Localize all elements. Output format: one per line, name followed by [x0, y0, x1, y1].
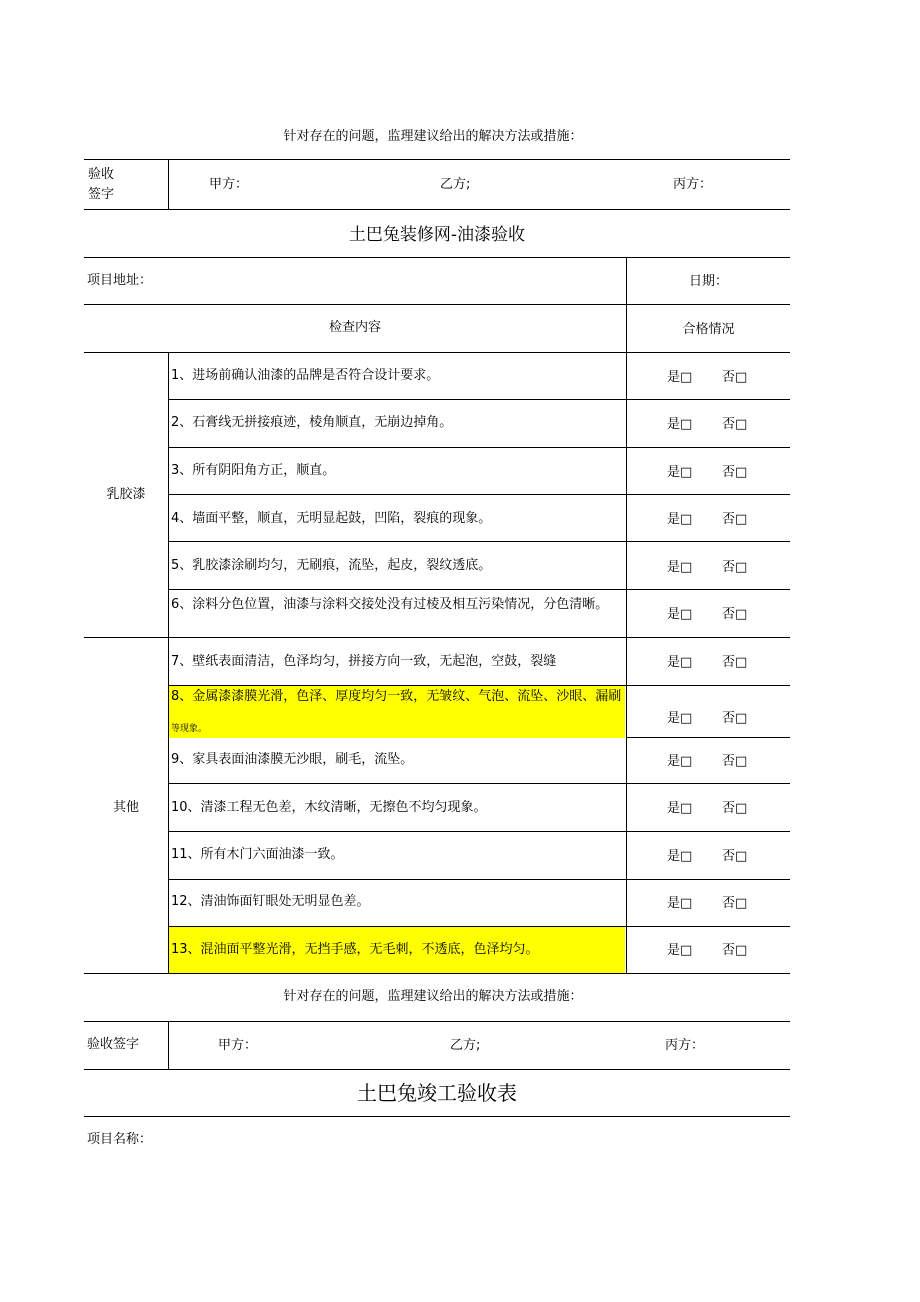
no-checkbox-13[interactable]: 否□: [722, 943, 748, 958]
check-item-2: 2、石膏线无拼接痕迹，棱角顺直，无崩边掉角。: [171, 415, 453, 430]
yes-checkbox-5[interactable]: 是□: [667, 560, 693, 575]
bottom-party-a-label: 甲方：: [218, 1038, 258, 1053]
divider: [84, 973, 790, 974]
check-item-10: 10、清漆工程无色差，木纹清晰，无擦色不均匀现象。: [171, 800, 487, 815]
address-label: 项目地址：: [87, 273, 153, 288]
yes-checkbox-11[interactable]: 是□: [667, 849, 693, 864]
no-checkbox-10[interactable]: 否□: [722, 801, 748, 816]
bottom-party-c-label: 丙方：: [665, 1038, 705, 1053]
no-checkbox-9[interactable]: 否□: [722, 754, 748, 769]
divider: [626, 257, 627, 973]
check-item-7: 7、壁纸表面清洁，色泽均匀，拼接方向一致，无起泡，空鼓，裂缝: [171, 654, 557, 669]
group-other: 其他: [112, 800, 139, 815]
check-item-1: 1、进场前确认油漆的品牌是否符合设计要求。: [171, 368, 440, 383]
party-b-label: 乙方;: [440, 177, 471, 192]
yes-checkbox-3[interactable]: 是□: [667, 465, 693, 480]
row-divider: [168, 926, 790, 927]
project-name-label: 项目名称：: [87, 1132, 153, 1147]
row-divider: [168, 447, 790, 448]
row-divider: [168, 541, 790, 542]
no-checkbox-11[interactable]: 否□: [722, 849, 748, 864]
row-divider: [626, 737, 790, 738]
divider: [84, 352, 790, 353]
no-checkbox-1[interactable]: 否□: [722, 370, 748, 385]
yes-checkbox-7[interactable]: 是□: [667, 655, 693, 670]
party-a-label: 甲方：: [209, 177, 249, 192]
bottom-advice-label: 针对存在的问题，监理建议给出的解决方法或措施：: [283, 989, 583, 1004]
divider: [84, 1069, 790, 1070]
form-title: 土巴兔装修网-油漆验收: [348, 225, 526, 245]
row-divider: [168, 494, 790, 495]
yes-checkbox-2[interactable]: 是□: [667, 417, 693, 432]
divider: [84, 1116, 790, 1117]
group-divider: [84, 637, 790, 638]
status-header: 合格情况: [682, 322, 735, 337]
check-item-12: 12、清油饰面钉眼处无明显色差。: [171, 894, 370, 909]
row-divider: [168, 879, 790, 880]
divider: [84, 304, 790, 305]
check-item-11: 11、所有木门六面油漆一致。: [171, 847, 344, 862]
no-checkbox-7[interactable]: 否□: [722, 655, 748, 670]
check-item-13: 13、混油面平整光滑，无挡手感，无毛刺，不透底，色泽均匀。: [171, 942, 539, 957]
yes-checkbox-9[interactable]: 是□: [667, 754, 693, 769]
sign-label-line2: 签字: [88, 187, 115, 202]
no-checkbox-8[interactable]: 否□: [722, 711, 748, 726]
check-item-3: 3、所有阴阳角方正，顺直。: [171, 463, 336, 478]
top-advice-label: 针对存在的问题，监理建议给出的解决方法或措施：: [283, 129, 583, 144]
divider: [84, 209, 790, 210]
no-checkbox-3[interactable]: 否□: [722, 465, 748, 480]
check-item-4: 4、墙面平整，顺直，无明显起鼓，凹陷，裂痕的现象。: [171, 511, 492, 526]
yes-checkbox-4[interactable]: 是□: [667, 512, 693, 527]
yes-checkbox-10[interactable]: 是□: [667, 801, 693, 816]
bottom-party-b-label: 乙方;: [450, 1038, 481, 1053]
check-item-5: 5、乳胶漆涂刷均匀，无刷痕，流坠，起皮，裂纹透底。: [171, 558, 492, 573]
no-checkbox-12[interactable]: 否□: [722, 896, 748, 911]
check-item-6: 6、涂料分色位置，油漆与涂料交接处没有过棱及相互污染情况，分色清晰。: [171, 597, 609, 612]
no-checkbox-2[interactable]: 否□: [722, 417, 748, 432]
row-divider: [168, 589, 790, 590]
party-c-label: 丙方：: [673, 177, 713, 192]
bottom-sign-label: 验收签字: [87, 1037, 140, 1052]
row-divider: [168, 685, 790, 686]
yes-checkbox-8[interactable]: 是□: [667, 711, 693, 726]
yes-checkbox-6[interactable]: 是□: [667, 607, 693, 622]
yes-checkbox-1[interactable]: 是□: [667, 370, 693, 385]
sign-label-line1: 验收: [88, 167, 115, 182]
row-divider: [168, 831, 790, 832]
divider: [168, 1021, 169, 1069]
no-checkbox-6[interactable]: 否□: [722, 607, 748, 622]
check-item-8-note: 等现象。: [171, 724, 208, 734]
divider: [84, 1021, 790, 1022]
check-item-8: 8、金属漆漆膜光滑，色泽、厚度均匀一致，无皱纹、气泡、流坠、沙眼、漏刷: [171, 689, 622, 704]
date-label: 日期：: [688, 274, 728, 289]
row-divider: [168, 399, 790, 400]
row-divider: [168, 783, 790, 784]
no-checkbox-5[interactable]: 否□: [722, 560, 748, 575]
no-checkbox-4[interactable]: 否□: [722, 512, 748, 527]
completion-form-title: 土巴兔竣工验收表: [357, 1081, 517, 1105]
divider: [168, 159, 169, 209]
yes-checkbox-13[interactable]: 是□: [667, 943, 693, 958]
content-header: 检查内容: [328, 320, 381, 335]
divider: [84, 159, 790, 160]
group-latex-paint: 乳胶漆: [106, 487, 146, 502]
yes-checkbox-12[interactable]: 是□: [667, 896, 693, 911]
divider: [84, 257, 790, 258]
check-item-9: 9、家具表面油漆膜无沙眼，刷毛，流坠。: [171, 752, 414, 767]
